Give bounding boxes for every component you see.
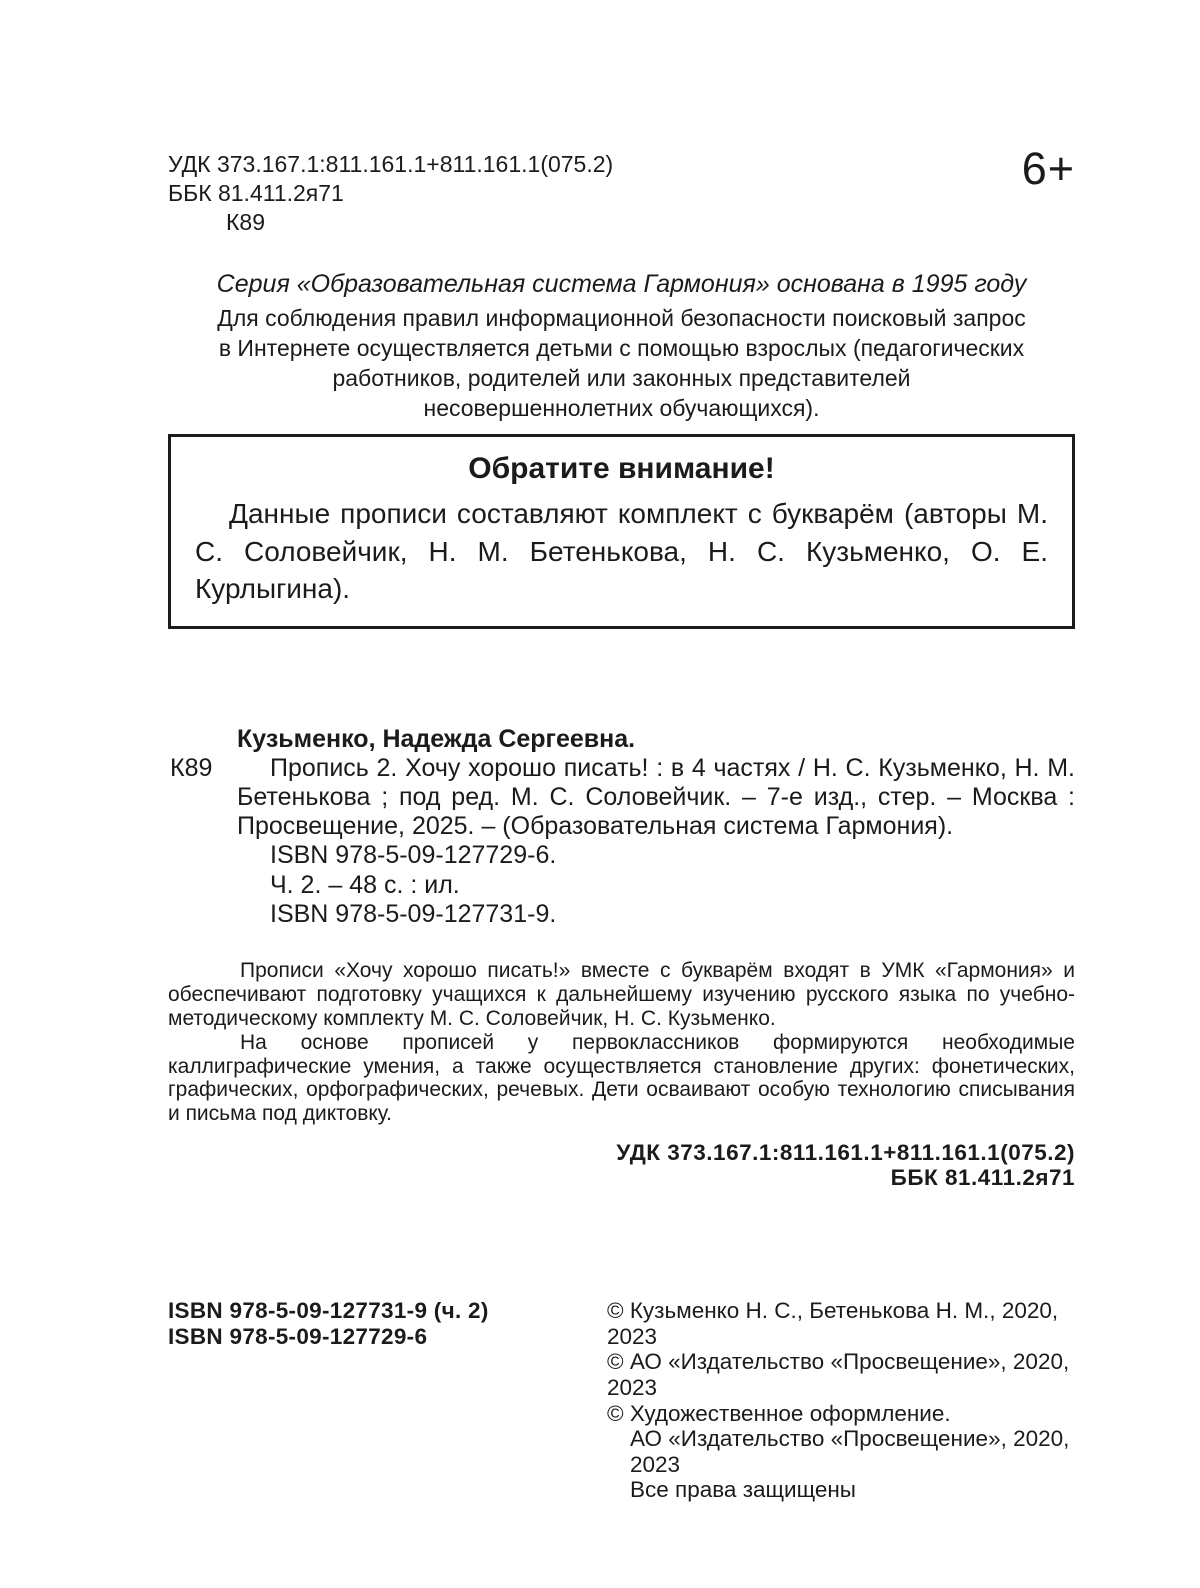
- copyright-authors: © Кузьменко Н. С., Бетенькова Н. М., 2020, 2023: [607, 1298, 1059, 1349]
- copyright-publisher: © АО «Издательство «Просвещение», 2020, 2023: [607, 1349, 1070, 1401]
- annotation-paragraph-2: На основе прописей у первоклассников формируются необходимые каллиграфические умения, а также осуществляется становление других: фонетических, графических, орфографических, речевых. Дети осваивают особую технологию списывания и письма под диктовку.: [168, 1030, 1075, 1126]
- age-rating-badge: 6+: [1021, 143, 1075, 194]
- classifiers-right-block: [168, 1140, 1075, 1190]
- isbn-set-line: ISBN 978-5-09-127729-6: [168, 1323, 428, 1349]
- notice-box: [168, 434, 1075, 629]
- annotation: [168, 959, 1075, 1126]
- copyright-column: [607, 1298, 1075, 1503]
- notice-body: Данные прописи составляют комплект с букварём (авторы М. С. Соловейчик, Н. М. Бетенькова, Н. С. Кузьменко, О. Е. Курлыгина).: [195, 498, 1048, 604]
- catalog-part-info: Ч. 2. – 48 с. : ил.: [270, 870, 460, 899]
- isbn-part-line: ISBN 978-5-09-127731-9 (ч. 2): [168, 1298, 489, 1324]
- isbn-column: [168, 1298, 607, 1503]
- bbk-line: ББК 81.411.2я71: [168, 180, 344, 206]
- top-classifiers-row: [168, 143, 1075, 237]
- copyright-artwork-publisher: АО «Издательство «Просвещение», 2020, 2023: [630, 1426, 1070, 1477]
- catalog-author-heading: Кузьменко, Надежда Сергеевна.: [237, 724, 636, 753]
- series-line: Серия «Образовательная система Гармония» основана в 1995 году: [216, 270, 1027, 298]
- bbk-line-bold: ББК 81.411.2я71: [890, 1165, 1075, 1191]
- udk-line: УДК 373.167.1:811.161.1+811.161.1(075.2): [168, 151, 614, 177]
- catalog-entry: [168, 725, 1075, 929]
- classification-block: [168, 150, 613, 237]
- annotation-paragraph-1: Прописи «Хочу хорошо писать!» вместе с букварём входят в УМК «Гармония» и обеспечивают подготовку учащихся к дальнейшему изучению русского языка по учебно-методическому комплекту М. С. Соловейчик, Н. С. Кузьменко.: [168, 958, 1075, 1030]
- rights-reserved: Все права защищены: [630, 1477, 856, 1503]
- safety-note: Для соблюдения правил информационной безопасности поисковый запрос в Интернете осуществляется детьми с помощью взрослых (педагогических работников, родителей или законных представителей несовершеннолетних обучающихся).: [217, 305, 1026, 421]
- udk-line-bold: УДК 373.167.1:811.161.1+811.161.1(075.2): [616, 1140, 1075, 1166]
- notice-title: Обратите внимание!: [468, 452, 775, 485]
- copyright-artwork: © Художественное оформление.: [607, 1400, 951, 1426]
- catalog-isbn-part: ISBN 978-5-09-127731-9.: [270, 899, 557, 928]
- catalog-text: [237, 725, 1075, 929]
- author-sign-code: К89: [226, 209, 265, 235]
- catalog-code: К89: [170, 753, 213, 782]
- imprint-footer: [168, 1298, 1075, 1503]
- catalog-isbn-set: ISBN 978-5-09-127729-6.: [270, 841, 557, 870]
- catalog-description: Пропись 2. Хочу хорошо писать! : в 4 частях / Н. С. Кузьменко, Н. М. Бетенькова ; под ред. М. С. Соловейчик. – 7-е изд., стер. – Москва : Просвещение, 2025. – (Образовательная система Гармония).: [237, 753, 1075, 841]
